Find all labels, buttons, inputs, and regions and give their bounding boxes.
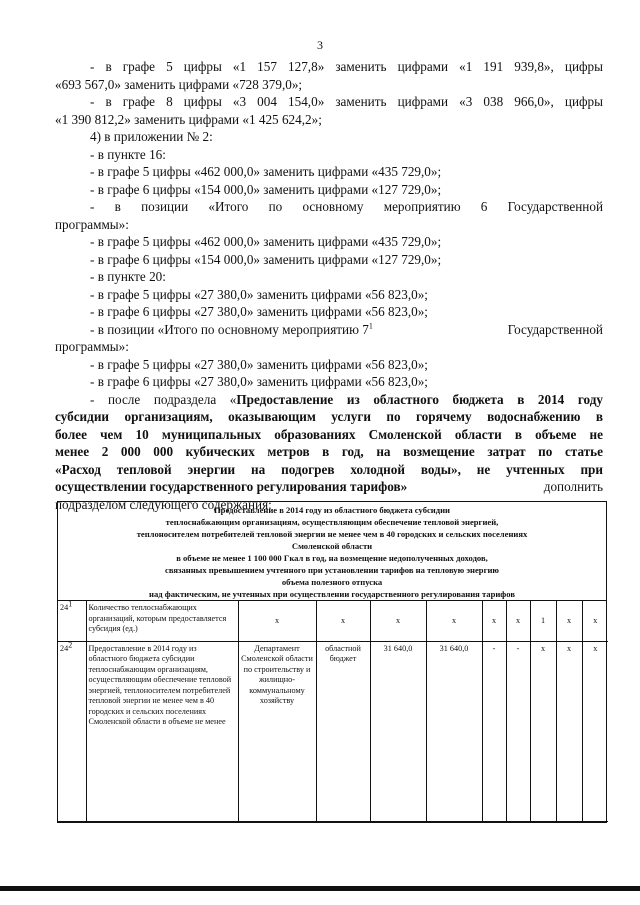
table-cell: х: [238, 601, 316, 641]
table-cell: х: [506, 601, 530, 641]
text-line: «693 567,0» заменить цифрами «728 379,0»;: [55, 76, 303, 92]
text-line: [55, 478, 603, 496]
table-cell: х: [556, 641, 582, 821]
table-caption: [58, 502, 606, 600]
table-cell: х: [582, 641, 608, 821]
text-line: программы»:: [55, 339, 129, 354]
caption-line: теплоснабжающим организациям, осуществляющим обеспечение тепловой энергией,: [165, 517, 499, 527]
text-fragment: - после подраздела «: [90, 391, 237, 407]
superscript: 1: [368, 321, 373, 331]
page-bottom-rule: [0, 886, 640, 891]
text-fragment-bold: осуществлении государственного регулирования тарифов»: [55, 479, 408, 494]
text-line: - в графе 5 цифры «462 000,0» заменить цифрами «435 729,0»;: [90, 234, 442, 249]
table-cell: 31 640,0: [370, 641, 426, 821]
table-cell: х: [556, 601, 582, 641]
caption-line: над фактическим, не учтенных при осуществлении государственного регулирования тарифов: [149, 589, 515, 599]
row-description: Предоставление в 2014 году из областного бюджета субсидии теплоснабжающим организациям, осуществляющим обеспечение тепловой энергией, теплоносителем потребителей тепловой энергии не менее чем в 40 городских и сельских поселениях Смоленской области в объеме не менее: [86, 641, 238, 821]
subsection-table: [57, 501, 607, 823]
table-cell: -: [482, 641, 506, 821]
text-fragment: дополнить: [543, 479, 603, 494]
text-line: - в графе 5 цифры «462 000,0» заменить цифрами «435 729,0»;: [90, 164, 442, 179]
text-line: менее 2 000 000 кубических метров в год, на возмещение затрат по статье: [55, 444, 603, 459]
table-cell: х: [482, 601, 506, 641]
caption-line: связанных превышением учтенного при установлении тарифов на тепловую энергию: [165, 565, 499, 575]
table-rows: [58, 600, 606, 822]
table-cell: х: [316, 601, 370, 641]
executor-cell: Департамент Смоленской области по строительству и жилищно-коммунальному хозяйству: [238, 641, 316, 821]
text-fragment-bold: Предоставление из областного бюджета в 2014 году: [236, 391, 603, 407]
text-line: [55, 391, 603, 409]
text-line: «Расход тепловой энергии на подогрев холодной воды», не учтенных при: [55, 461, 603, 477]
table-row: [58, 601, 608, 641]
caption-line: теплоносителем потребителей тепловой энергии не менее чем в 40 городских и сельских поселениях: [136, 529, 528, 539]
table-cell: х: [370, 601, 426, 641]
table-cell: 1: [530, 601, 556, 641]
row-number: $24^1$: [58, 601, 86, 641]
document-body: [55, 58, 603, 513]
caption-line: Предоставление в 2014 году из областного бюджета субсидии: [213, 505, 451, 515]
caption-line: объема полезного отпуска: [281, 577, 383, 587]
text-line: - в позиции «Итого по основному мероприятию 6 Государственной: [90, 199, 603, 214]
text-line: подразделом следующего содержания:: [55, 496, 272, 512]
text-line: - в графе 6 цифры «27 380,0» заменить цифрами «56 823,0»;: [90, 374, 428, 389]
text-line: - в графе 5 цифры «1 157 127,8» заменить цифрами «1 191 939,8», цифры: [90, 59, 603, 74]
table-cell: -: [506, 641, 530, 821]
table-row: [58, 641, 608, 821]
source-cell: областной бюджет: [316, 641, 370, 821]
text-line: - в графе 6 цифры «154 000,0» заменить цифрами «127 729,0»;: [90, 251, 442, 267]
text-line: более чем 10 муниципальных образованиях Смоленской области в объеме не: [55, 426, 603, 442]
text-line: субсидии организациям, оказывающим услуги по горячему водоснабжению в: [55, 409, 603, 424]
data-table: [58, 601, 608, 822]
text-fragment: Государственной: [507, 321, 603, 337]
table-cell: х: [582, 601, 608, 641]
text-line: - в пункте 20:: [90, 269, 166, 284]
text-line: «1 390 812,2» заменить цифрами «1 425 624,2»;: [55, 111, 322, 127]
text-fragment: - в позиции «Итого по основному мероприятию 7: [90, 321, 369, 337]
table-cell: х: [530, 641, 556, 821]
table-cell: 31 640,0: [426, 641, 482, 821]
text-line: - в графе 6 цифры «27 380,0» заменить цифрами «56 823,0»;: [90, 304, 428, 319]
caption-line: Смоленской области: [291, 541, 373, 551]
text-line: - в графе 5 цифры «27 380,0» заменить цифрами «56 823,0»;: [90, 286, 428, 302]
text-line: - в графе 6 цифры «154 000,0» заменить цифрами «127 729,0»;: [90, 181, 442, 197]
text-line: - в графе 5 цифры «27 380,0» заменить цифрами «56 823,0»;: [90, 356, 428, 372]
row-number: $24^2$: [58, 641, 86, 821]
text-line: [55, 321, 603, 339]
table-cell: х: [426, 601, 482, 641]
caption-line: в объеме не менее 1 100 000 Гкал в год, на возмещение недополученных доходов,: [176, 553, 488, 563]
page-number: 3: [317, 38, 323, 52]
text-line: - в графе 8 цифры «3 004 154,0» заменить цифрами «3 038 966,0», цифры: [90, 94, 603, 109]
text-line: программы»:: [55, 216, 129, 232]
row-description: Количество теплоснабжающих организаций, которым предоставляется субсидия (ед.): [86, 601, 238, 641]
text-line: 4) в приложении № 2:: [90, 129, 213, 144]
text-line: - в пункте 16:: [90, 146, 166, 162]
